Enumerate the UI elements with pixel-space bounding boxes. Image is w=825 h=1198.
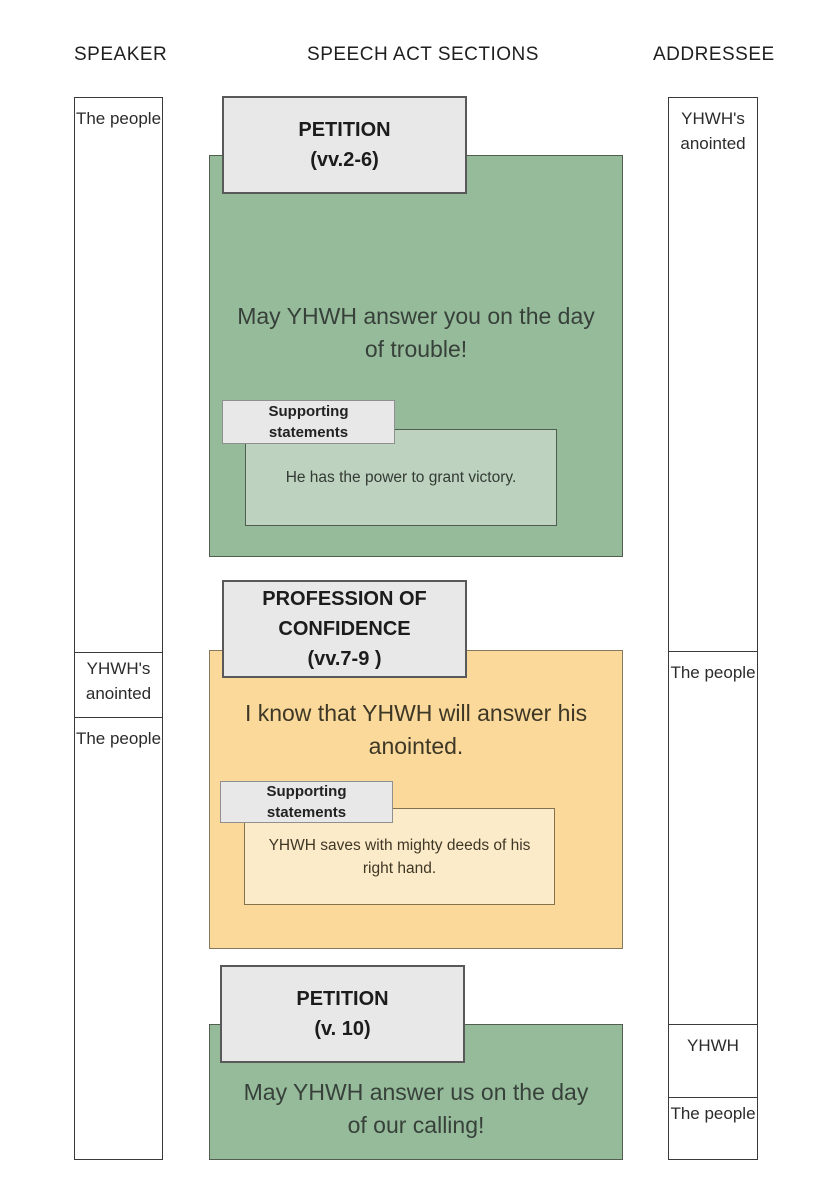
profession-statement: I know that YHWH will answer his anointed. [244,700,588,759]
profession-support-label: Supporting statements [220,781,393,823]
column-header-speaker: SPEAKER [74,44,168,65]
petition-1-statement: May YHWH answer you on the day of trouble! [237,303,595,362]
petition-1-title: PETITION [298,119,391,141]
profession-title: PROFESSION OF CONFIDENCE [262,588,427,640]
petition-1-verses: (vv.2-6) [310,149,379,171]
addressee-segment-yhwhs-anointed: YHWH's anointed [680,109,746,153]
column-header-speech-act-sections: SPEECH ACT SECTIONS [307,44,539,65]
petition-2-statement: May YHWH answer us on the day of our calling! [243,1079,589,1138]
column-header-addressee: ADDRESSEE [653,44,775,65]
petition-2-verses: (v. 10) [314,1018,371,1040]
profession-title-box [222,580,467,678]
petition-2-title: PETITION [296,988,389,1010]
profession-support-box: YHWH saves with mighty deeds of his right hand. [244,808,555,905]
petition-2-title-box [220,965,465,1063]
petition-1-support-box: He has the power to grant victory. [245,429,557,526]
speaker-column [74,97,163,1160]
speaker-segment-yhwhs-anointed: YHWH's anointed [75,652,162,717]
addressee-segment-yhwh: YHWH [669,1024,757,1097]
speaker-segment-the-people-1: The people [75,109,162,128]
profession-verses: (vv.7-9 ) [307,648,382,670]
addressee-segment-the-people-2: The people [669,1097,757,1159]
addressee-segment-the-people-1: The people [669,651,757,1024]
speaker-segment-the-people-2: The people [75,717,162,1159]
petition-1-title-box [222,96,467,194]
petition-1-support-label: Supporting statements [222,400,395,444]
addressee-column [668,97,758,1160]
